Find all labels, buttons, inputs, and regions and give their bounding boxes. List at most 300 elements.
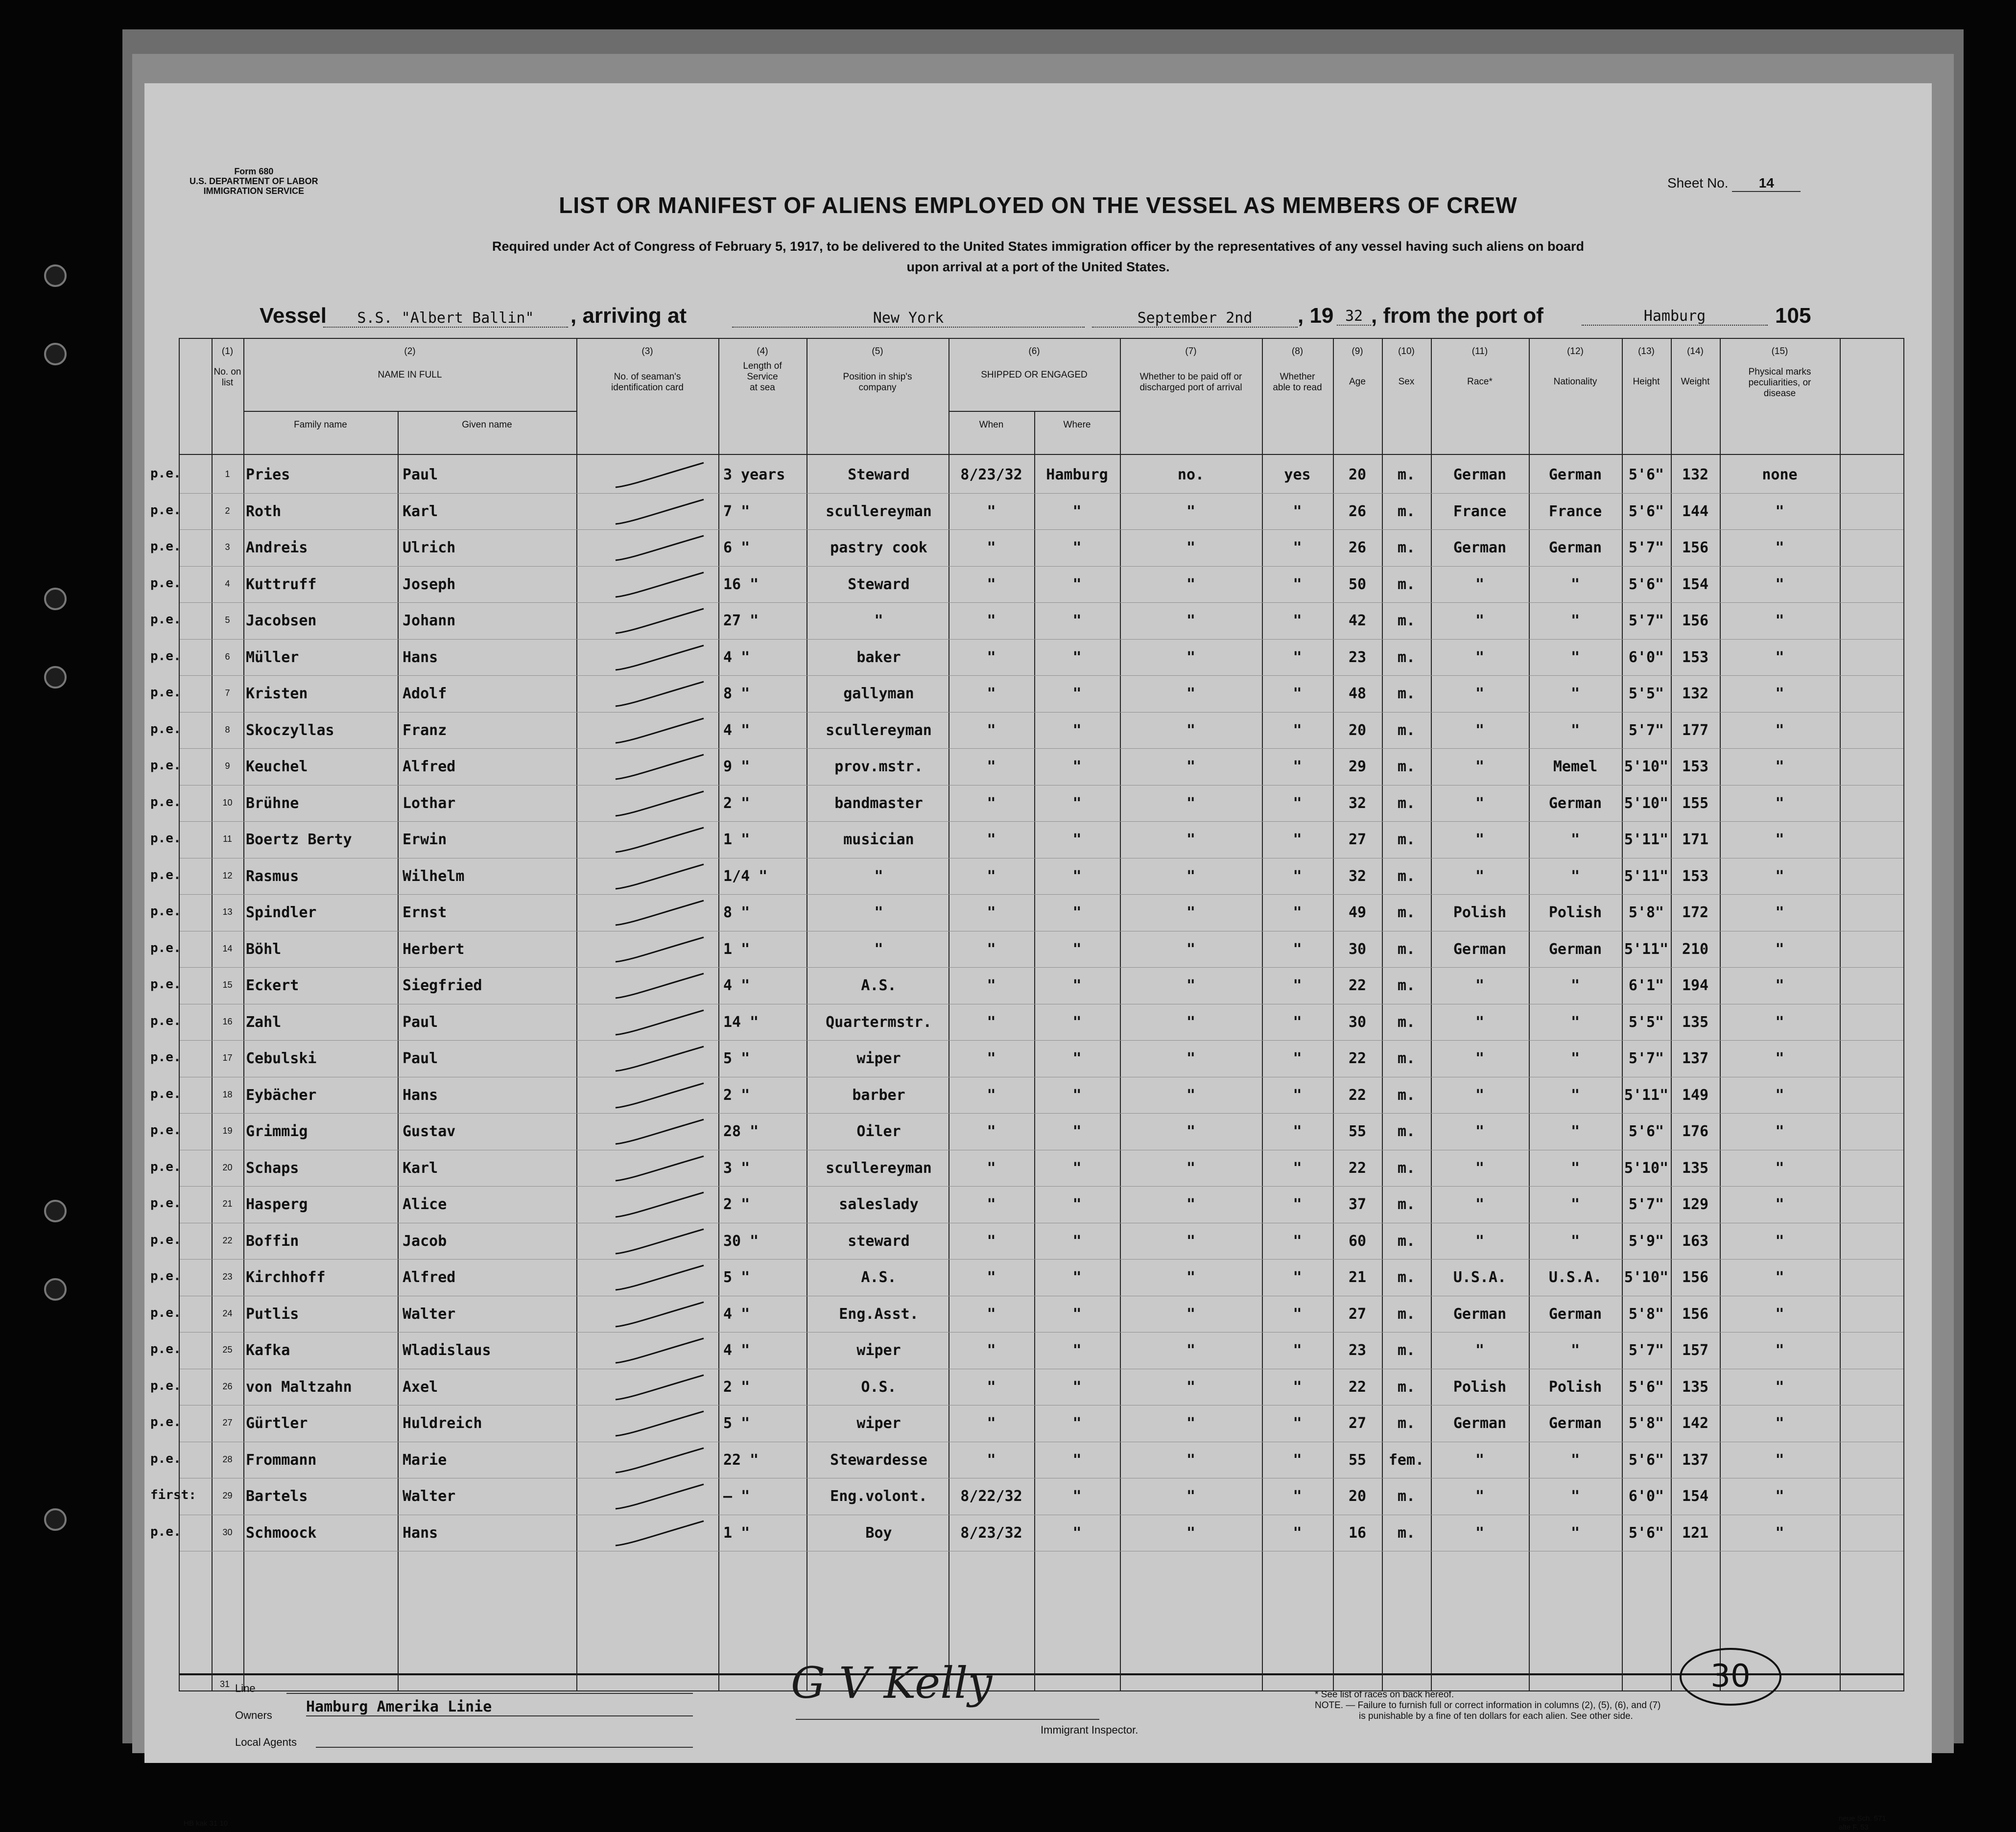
cell-position: prov.mstr. xyxy=(834,758,923,775)
cell-where: " xyxy=(1072,1378,1082,1396)
cell-sex: m. xyxy=(1397,575,1416,593)
id-card-check-mark xyxy=(611,1298,709,1332)
row-class-mark: p.e. xyxy=(150,1342,181,1356)
cell-position: Steward xyxy=(848,575,910,593)
shipped-where-header: Where xyxy=(1063,420,1091,430)
cell-family: Müller xyxy=(246,648,299,666)
shipped-when-header: When xyxy=(979,420,1004,430)
local-agents-field xyxy=(316,1747,693,1748)
cell-service: 27 " xyxy=(723,612,759,629)
cell-position: A.S. xyxy=(861,977,897,994)
cell-weight: 142 xyxy=(1682,1415,1709,1432)
cell-when: " xyxy=(987,1305,996,1323)
cell-sex: m. xyxy=(1397,1305,1416,1323)
cell-paid: " xyxy=(1186,1086,1196,1104)
cell-nat: Memel xyxy=(1553,758,1598,775)
cell-no: 5 xyxy=(225,615,230,625)
cell-service: 14 " xyxy=(723,1013,759,1031)
from-port-label: , from the port of xyxy=(1371,304,1543,328)
cell-where: " xyxy=(1072,685,1082,702)
cell-age: 30 xyxy=(1348,940,1367,958)
cell-nat: " xyxy=(1570,1488,1580,1505)
cell-nat: " xyxy=(1570,1342,1580,1359)
cell-age: 22 xyxy=(1348,1378,1367,1396)
cell-service: 4 " xyxy=(723,721,750,739)
cell-read: " xyxy=(1293,575,1302,593)
row-class-mark: first: xyxy=(150,1488,196,1502)
cell-sex: m. xyxy=(1397,1123,1416,1140)
col1-label: No. on list xyxy=(213,367,241,388)
cell-age: 55 xyxy=(1348,1451,1367,1469)
col-divider xyxy=(243,339,244,1690)
cell-nat: " xyxy=(1570,831,1580,848)
cell-age: 42 xyxy=(1348,612,1367,629)
cell-nat: U.S.A. xyxy=(1548,1269,1602,1286)
cell-read: " xyxy=(1293,1451,1302,1469)
id-card-check-mark xyxy=(611,1152,709,1187)
cell-nat: " xyxy=(1570,1123,1580,1140)
cell-service: 2 " xyxy=(723,1086,750,1104)
cell-sex: m. xyxy=(1397,1488,1416,1505)
row-class-mark: p.e. xyxy=(150,1451,181,1466)
cell-marks: " xyxy=(1775,1488,1784,1505)
cell-race: " xyxy=(1475,831,1485,848)
row-class-mark: p.e. xyxy=(150,1269,181,1284)
cell-age: 37 xyxy=(1348,1196,1367,1213)
row-class-mark: p.e. xyxy=(150,831,181,846)
col-divider xyxy=(1840,339,1841,1690)
col7-header xyxy=(1120,346,1262,393)
cell-paid: " xyxy=(1186,1378,1196,1396)
cell-where: " xyxy=(1072,1451,1082,1469)
cell-nat: " xyxy=(1570,1013,1580,1031)
cell-marks: " xyxy=(1775,1050,1784,1067)
cell-family: Gürtler xyxy=(246,1415,308,1432)
cell-no: 6 xyxy=(225,651,230,662)
cell-height: 5'7" xyxy=(1628,1196,1664,1213)
cell-when: " xyxy=(987,867,996,885)
cell-family: Jacobsen xyxy=(246,612,317,629)
id-card-check-mark xyxy=(611,1043,709,1077)
cell-family: Andreis xyxy=(246,539,308,556)
cell-no: 17 xyxy=(222,1053,233,1063)
cell-given: Wilhelm xyxy=(403,867,465,885)
cell-race: " xyxy=(1475,1488,1485,1505)
from-port: Hamburg xyxy=(1582,308,1768,326)
cell-sex: m. xyxy=(1397,721,1416,739)
cell-read: " xyxy=(1293,1086,1302,1104)
cell-family: Hasperg xyxy=(246,1196,308,1213)
cell-height: 5'11" xyxy=(1624,1086,1669,1104)
cell-family: Brühne xyxy=(246,794,299,812)
cell-family: Frommann xyxy=(246,1451,317,1469)
col-divider xyxy=(806,339,807,1690)
cell-age: 27 xyxy=(1348,831,1367,848)
cell-race: " xyxy=(1475,758,1485,775)
cell-nat: Polish xyxy=(1548,1378,1602,1396)
cell-age: 23 xyxy=(1348,1342,1367,1359)
cell-sex: m. xyxy=(1397,539,1416,556)
cell-marks: " xyxy=(1775,539,1784,556)
cell-position: wiper xyxy=(856,1415,901,1432)
cell-marks: " xyxy=(1775,1159,1784,1177)
col1-header xyxy=(212,346,243,388)
cell-marks: " xyxy=(1775,1342,1784,1359)
row-class-mark: p.e. xyxy=(150,1232,181,1247)
cell-position: wiper xyxy=(856,1050,901,1067)
line-label: Line xyxy=(235,1682,256,1694)
cell-read: " xyxy=(1293,1196,1302,1213)
cell-given: Joseph xyxy=(403,575,456,593)
cell-where: " xyxy=(1072,794,1082,812)
cell-age: 22 xyxy=(1348,1086,1367,1104)
row-class-mark: p.e. xyxy=(150,1050,181,1065)
cell-service: 30 " xyxy=(723,1232,759,1250)
cell-age: 60 xyxy=(1348,1232,1367,1250)
cell-marks: " xyxy=(1775,502,1784,520)
cell-sex: m. xyxy=(1397,1342,1416,1359)
cell-paid: " xyxy=(1186,1342,1196,1359)
cell-marks: " xyxy=(1775,575,1784,593)
cell-height: 5'6" xyxy=(1628,466,1664,483)
cell-sex: m. xyxy=(1397,1013,1416,1031)
cell-no: 3 xyxy=(225,542,230,552)
col-divider xyxy=(212,339,213,1690)
binder-hole xyxy=(44,343,67,365)
row-separator xyxy=(180,967,1903,968)
cell-read: " xyxy=(1293,502,1302,520)
cell-height: 5'8" xyxy=(1628,1305,1664,1323)
cell-read: " xyxy=(1293,1415,1302,1432)
cell-when: " xyxy=(987,758,996,775)
col13-number: (13) xyxy=(1638,346,1655,357)
cell-when: " xyxy=(987,1378,996,1396)
id-card-check-mark xyxy=(611,532,709,566)
cell-height: 5'10" xyxy=(1624,1159,1669,1177)
row-class-mark: p.e. xyxy=(150,502,181,518)
cell-family: Böhl xyxy=(246,940,282,958)
id-card-check-mark xyxy=(611,714,709,749)
col9-label: Age xyxy=(1349,377,1366,387)
cell-position: baker xyxy=(856,648,901,666)
cell-when: " xyxy=(987,1451,996,1469)
cell-given: Ernst xyxy=(403,904,447,921)
cell-sex: m. xyxy=(1397,867,1416,885)
cell-age: 50 xyxy=(1348,575,1367,593)
arrival-date: September 2nd xyxy=(1092,309,1298,328)
cell-no: 4 xyxy=(225,578,230,589)
cell-given: Huldreich xyxy=(403,1415,482,1432)
cell-nat: German xyxy=(1548,466,1602,483)
row-31-number: 31 xyxy=(220,1679,230,1689)
cell-family: Spindler xyxy=(246,904,317,921)
cell-family: Roth xyxy=(246,502,282,520)
id-card-check-mark xyxy=(611,1006,709,1041)
cell-age: 48 xyxy=(1348,685,1367,702)
row-class-mark: p.e. xyxy=(150,940,181,955)
cell-sex: m. xyxy=(1397,977,1416,994)
cell-marks: " xyxy=(1775,1232,1784,1250)
col10-header xyxy=(1382,346,1431,387)
cell-nat: " xyxy=(1570,1232,1580,1250)
cell-sex: fem. xyxy=(1388,1451,1424,1469)
id-card-check-mark xyxy=(611,1116,709,1150)
cell-family: Skoczyllas xyxy=(246,721,334,739)
cell-race: German xyxy=(1453,940,1507,958)
cell-service: 4 " xyxy=(723,977,750,994)
cell-no: 16 xyxy=(222,1016,233,1026)
cell-read: " xyxy=(1293,648,1302,666)
cell-when: " xyxy=(987,685,996,702)
cell-family: Kristen xyxy=(246,685,308,702)
form-code-new: neue Sch. 571 xyxy=(1839,1814,1886,1823)
cell-when: " xyxy=(987,1159,996,1177)
owners-label: Owners xyxy=(235,1709,272,1721)
cell-weight: 172 xyxy=(1682,904,1709,921)
id-card-check-mark xyxy=(611,751,709,785)
cell-read: yes xyxy=(1284,466,1311,483)
cell-service: 8 " xyxy=(723,685,750,702)
inspector-signature: G V Kelly xyxy=(791,1658,993,1708)
row-separator xyxy=(180,894,1903,895)
cell-weight: 137 xyxy=(1682,1451,1709,1469)
row-class-mark: p.e. xyxy=(150,1196,181,1211)
col15-header xyxy=(1720,346,1840,399)
cell-when: " xyxy=(987,831,996,848)
cell-marks: " xyxy=(1775,1123,1784,1140)
cell-height: 5'5" xyxy=(1628,685,1664,702)
cell-height: 5'8" xyxy=(1628,904,1664,921)
cell-given: Axel xyxy=(403,1378,438,1396)
cell-given: Erwin xyxy=(403,831,447,848)
col8-header xyxy=(1262,346,1333,393)
row-class-mark: p.e. xyxy=(150,1305,181,1320)
row-separator xyxy=(180,1113,1903,1114)
col5-label: Position in ship's company xyxy=(843,372,912,393)
cell-family: Putlis xyxy=(246,1305,299,1323)
cell-age: 27 xyxy=(1348,1415,1367,1432)
cell-weight: 194 xyxy=(1682,977,1709,994)
cell-read: " xyxy=(1293,1342,1302,1359)
arrival-year: 32 xyxy=(1337,308,1371,326)
cell-marks: " xyxy=(1775,1305,1784,1323)
cell-no: 27 xyxy=(222,1418,233,1428)
cell-where: " xyxy=(1072,1050,1082,1067)
cell-race: " xyxy=(1475,721,1485,739)
cell-height: 5'9" xyxy=(1628,1232,1664,1250)
cell-paid: " xyxy=(1186,1269,1196,1286)
cell-sex: m. xyxy=(1397,1086,1416,1104)
binder-hole xyxy=(44,666,67,689)
given-name-header: Given name xyxy=(462,420,512,430)
cell-sex: m. xyxy=(1397,904,1416,921)
col6-number: (6) xyxy=(1028,346,1040,357)
row-separator xyxy=(180,639,1903,640)
cell-nat: German xyxy=(1548,539,1602,556)
col4-header xyxy=(718,346,806,393)
cell-marks: " xyxy=(1775,1086,1784,1104)
cell-where: " xyxy=(1072,831,1082,848)
vessel-label: Vessel xyxy=(260,304,327,328)
col3-label: No. of seaman's identification card xyxy=(611,372,684,393)
print-code: HB kak 31 10 xyxy=(184,1819,228,1828)
cell-race: " xyxy=(1475,685,1485,702)
cell-no: 12 xyxy=(222,870,233,880)
row-class-mark: p.e. xyxy=(150,1524,181,1539)
cell-height: 5'6" xyxy=(1628,502,1664,520)
total-count-circle: 30 xyxy=(1680,1648,1781,1706)
cell-family: Grimmig xyxy=(246,1123,308,1140)
cell-marks: " xyxy=(1775,648,1784,666)
col11-number: (11) xyxy=(1471,346,1488,357)
cell-age: 26 xyxy=(1348,502,1367,520)
cell-service: 2 " xyxy=(723,794,750,812)
cell-service: 6 " xyxy=(723,539,750,556)
cell-service: 22 " xyxy=(723,1451,759,1469)
cell-height: 6'1" xyxy=(1628,977,1664,994)
cell-paid: " xyxy=(1186,1451,1196,1469)
cell-service: 1 " xyxy=(723,940,750,958)
sheet-no-value: 14 xyxy=(1732,175,1801,192)
binder-hole xyxy=(44,264,67,287)
id-card-check-mark xyxy=(611,1225,709,1260)
cell-service: 4 " xyxy=(723,1342,750,1359)
cell-race: German xyxy=(1453,466,1507,483)
id-card-check-mark xyxy=(611,1480,709,1515)
cell-where: " xyxy=(1072,940,1082,958)
cell-given: Wladislaus xyxy=(403,1342,491,1359)
cell-position: " xyxy=(874,904,883,921)
cell-service: 1 " xyxy=(723,831,750,848)
col7-label: Whether to be paid off or discharged port of arrival xyxy=(1139,372,1242,393)
cell-no: 29 xyxy=(222,1491,233,1500)
cell-race: " xyxy=(1475,867,1485,885)
cell-position: Quartermstr. xyxy=(826,1013,932,1031)
cell-no: 14 xyxy=(222,943,233,953)
cell-read: " xyxy=(1293,794,1302,812)
cell-given: Johann xyxy=(403,612,456,629)
row-separator xyxy=(180,748,1903,749)
col15-number: (15) xyxy=(1771,346,1788,357)
cell-where: " xyxy=(1072,575,1082,593)
cell-given: Alfred xyxy=(403,1269,456,1286)
cell-race: Polish xyxy=(1453,1378,1507,1396)
cell-where: " xyxy=(1072,539,1082,556)
cell-age: 20 xyxy=(1348,721,1367,739)
cell-paid: " xyxy=(1186,1013,1196,1031)
row-class-mark: p.e. xyxy=(150,1086,181,1101)
cell-position: Boy xyxy=(865,1524,892,1542)
col10-label: Sex xyxy=(1398,377,1415,387)
cell-race: U.S.A. xyxy=(1453,1269,1507,1286)
cell-position: wiper xyxy=(856,1342,901,1359)
cell-when: " xyxy=(987,721,996,739)
row-separator xyxy=(180,1186,1903,1187)
cell-position: " xyxy=(874,612,883,629)
id-card-check-mark xyxy=(611,1079,709,1114)
id-card-check-mark xyxy=(611,1517,709,1551)
col13-label: Height xyxy=(1633,377,1660,387)
cell-race: " xyxy=(1475,575,1485,593)
cell-nat: " xyxy=(1570,867,1580,885)
cell-read: " xyxy=(1293,721,1302,739)
cell-paid: " xyxy=(1186,1050,1196,1067)
cell-family: Boffin xyxy=(246,1232,299,1250)
cell-given: Alice xyxy=(403,1196,447,1213)
col6-label: SHIPPED OR ENGAGED xyxy=(981,370,1088,380)
cell-given: Alfred xyxy=(403,758,456,775)
cell-sex: m. xyxy=(1397,1196,1416,1213)
cell-where: " xyxy=(1072,758,1082,775)
cell-marks: " xyxy=(1775,1378,1784,1396)
cell-height: 5'10" xyxy=(1624,794,1669,812)
cell-height: 5'6" xyxy=(1628,1524,1664,1542)
cell-height: 5'6" xyxy=(1628,1451,1664,1469)
cell-read: " xyxy=(1293,1524,1302,1542)
cell-read: " xyxy=(1293,1159,1302,1177)
cell-height: 5'11" xyxy=(1624,940,1669,958)
cell-family: Rasmus xyxy=(246,867,299,885)
cell-weight: 171 xyxy=(1682,831,1709,848)
cell-weight: 129 xyxy=(1682,1196,1709,1213)
row-class-mark: p.e. xyxy=(150,1123,181,1138)
id-card-check-mark xyxy=(611,459,709,493)
cell-service: 8 " xyxy=(723,904,750,921)
cell-given: Gustav xyxy=(403,1123,456,1140)
cell-sex: m. xyxy=(1397,1378,1416,1396)
cell-age: 29 xyxy=(1348,758,1367,775)
cell-family: Pries xyxy=(246,466,290,483)
cell-read: " xyxy=(1293,1013,1302,1031)
form-codes xyxy=(1839,1814,1886,1832)
cell-no: 22 xyxy=(222,1235,233,1245)
id-card-check-mark xyxy=(611,1371,709,1405)
cell-service: 1/4 " xyxy=(723,867,768,885)
cell-weight: 121 xyxy=(1682,1524,1709,1542)
cell-weight: 156 xyxy=(1682,1305,1709,1323)
cell-given: Paul xyxy=(403,466,438,483)
row-separator xyxy=(180,602,1903,603)
subtitle-line-1: Required under Act of Congress of February 5, 1917, to be delivered to the United States immigration officer by the representatives of any vessel having such aliens on board xyxy=(492,239,1585,254)
cell-nat: " xyxy=(1570,721,1580,739)
cell-marks: " xyxy=(1775,977,1784,994)
col14-number: (14) xyxy=(1687,346,1704,357)
binder-hole xyxy=(44,1200,67,1222)
sheet-number xyxy=(1667,175,1801,192)
cell-height: 5'8" xyxy=(1628,1415,1664,1432)
cell-when: 8/22/32 xyxy=(960,1488,1022,1505)
cell-weight: 135 xyxy=(1682,1378,1709,1396)
cell-height: 5'10" xyxy=(1624,758,1669,775)
col3-number: (3) xyxy=(641,346,653,357)
col6-header xyxy=(949,346,1120,381)
cell-family: Eybächer xyxy=(246,1086,317,1104)
cell-given: Siegfried xyxy=(403,977,482,994)
id-card-check-mark xyxy=(611,496,709,530)
cell-age: 26 xyxy=(1348,539,1367,556)
cell-sex: m. xyxy=(1397,466,1416,483)
row-separator xyxy=(180,529,1903,530)
cell-sex: m. xyxy=(1397,1269,1416,1286)
cell-marks: " xyxy=(1775,685,1784,702)
cell-paid: " xyxy=(1186,977,1196,994)
cell-nat: " xyxy=(1570,1524,1580,1542)
cell-position: Eng.Asst. xyxy=(839,1305,919,1323)
cell-when: " xyxy=(987,1269,996,1286)
cell-age: 22 xyxy=(1348,1159,1367,1177)
cell-sex: m. xyxy=(1397,1524,1416,1542)
cell-service: 16 " xyxy=(723,575,759,593)
